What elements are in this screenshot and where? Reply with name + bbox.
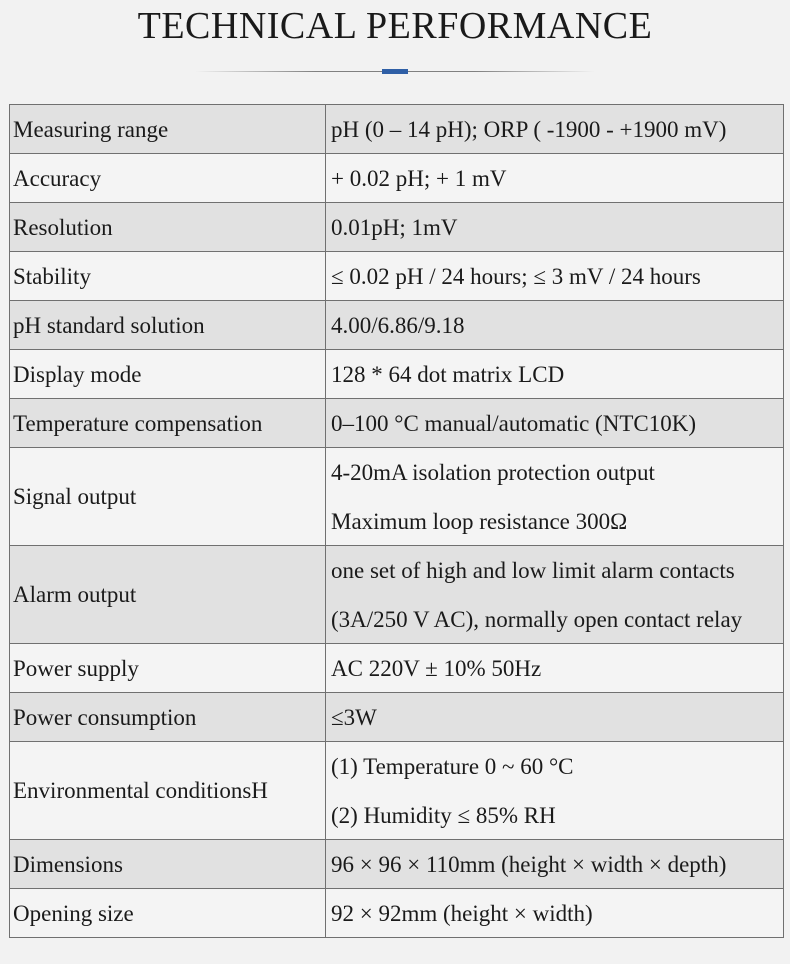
spec-label: Environmental conditionsH — [10, 742, 326, 840]
spec-value — [326, 693, 784, 742]
spec-row — [10, 154, 784, 203]
spec-value — [326, 546, 784, 644]
spec-row — [10, 252, 784, 301]
spec-value-line: (2) Humidity ≤ 85% RH — [331, 802, 556, 828]
spec-value-line: + 0.02 pH; + 1 mV — [331, 165, 507, 191]
spec-row — [10, 350, 784, 399]
spec-value-line: 4.00/6.86/9.18 — [331, 312, 465, 338]
spec-value-line: AC 220V ± 10% 50Hz — [331, 655, 542, 681]
spec-table — [9, 104, 784, 938]
spec-value-line: (1) Temperature 0 ~ 60 °C — [331, 753, 574, 779]
spec-value — [326, 448, 784, 546]
spec-label: Alarm output — [10, 546, 326, 644]
title-accent-bar — [382, 69, 408, 74]
spec-row — [10, 644, 784, 693]
spec-value-line: (3A/250 V AC), normally open contact relay — [331, 606, 743, 632]
spec-row — [10, 693, 784, 742]
spec-value — [326, 889, 784, 938]
spec-row — [10, 742, 784, 840]
spec-value — [326, 644, 784, 693]
spec-value-line: 4-20mA isolation protection output — [331, 459, 655, 485]
spec-value-line: 128 * 64 dot matrix LCD — [331, 361, 565, 387]
spec-value — [326, 252, 784, 301]
spec-value-line: 0–100 °C manual/automatic (NTC10K) — [331, 410, 696, 436]
spec-value-line: 96 × 96 × 110mm (height × width × depth) — [331, 851, 727, 877]
spec-value-line: pH (0 – 14 pH); ORP ( -1900 - +1900 mV) — [331, 116, 727, 142]
spec-label: Signal output — [10, 448, 326, 546]
spec-label: Accuracy — [10, 154, 326, 203]
spec-value — [326, 154, 784, 203]
spec-table-body — [10, 105, 784, 938]
spec-row — [10, 399, 784, 448]
spec-value — [326, 399, 784, 448]
spec-value — [326, 840, 784, 889]
spec-value-line: 0.01pH; 1mV — [331, 214, 458, 240]
spec-value — [326, 301, 784, 350]
spec-row — [10, 301, 784, 350]
spec-label: Power supply — [10, 644, 326, 693]
spec-row — [10, 889, 784, 938]
spec-row — [10, 840, 784, 889]
spec-value-line: ≤3W — [331, 704, 377, 730]
spec-value — [326, 350, 784, 399]
spec-label: Opening size — [10, 889, 326, 938]
spec-label: pH standard solution — [10, 301, 326, 350]
spec-label: Stability — [10, 252, 326, 301]
spec-row — [10, 546, 784, 644]
spec-value-line: one set of high and low limit alarm contacts — [331, 557, 735, 583]
spec-row — [10, 448, 784, 546]
spec-row — [10, 203, 784, 252]
spec-value — [326, 203, 784, 252]
spec-value-line: 92 × 92mm (height × width) — [331, 900, 593, 926]
spec-label: Display mode — [10, 350, 326, 399]
spec-label: Measuring range — [10, 105, 326, 154]
spec-label: Resolution — [10, 203, 326, 252]
page-title: TECHNICAL PERFORMANCE — [137, 5, 653, 47]
spec-label: Power consumption — [10, 693, 326, 742]
spec-label: Dimensions — [10, 840, 326, 889]
spec-value — [326, 742, 784, 840]
spec-value-line: Maximum loop resistance 300Ω — [331, 508, 628, 534]
spec-label: Temperature compensation — [10, 399, 326, 448]
spec-value-line: ≤ 0.02 pH / 24 hours; ≤ 3 mV / 24 hours — [331, 263, 701, 289]
spec-row — [10, 105, 784, 154]
spec-value — [326, 105, 784, 154]
